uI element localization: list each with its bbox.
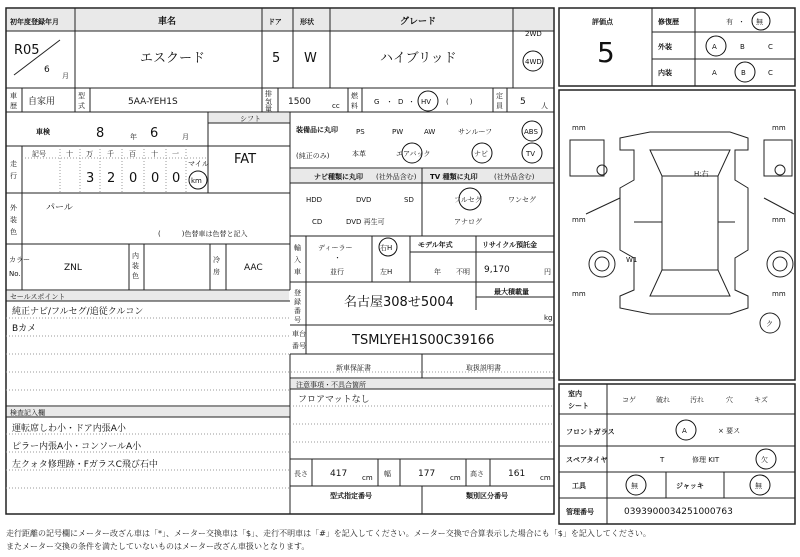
jack-value: 無 <box>755 482 762 490</box>
shift-value: FAT <box>234 152 257 167</box>
equip-leather: 本革 <box>352 150 366 158</box>
ext-b: B <box>740 43 745 51</box>
repair-dot: ・ <box>738 18 745 26</box>
mileage-digit-4: 0 <box>172 171 181 186</box>
exterior-label-1: 外 <box>10 204 17 212</box>
exterior-color: パール <box>46 203 73 213</box>
nav-sd: SD <box>404 196 414 204</box>
mileage-label-1: 走 <box>10 160 17 168</box>
car-name-label: 車名 <box>158 17 177 27</box>
recycle-value: 9,170 <box>484 265 510 275</box>
sales-label: セールスポイント <box>10 293 66 301</box>
mileage-grid <box>60 146 186 193</box>
nav-dvd-play: DVD 再生可 <box>346 218 385 226</box>
doors-value: 5 <box>272 51 281 66</box>
equip-navi: ナビ <box>474 150 488 158</box>
fuel-dot-2: ・ <box>408 98 415 106</box>
model-year-label: モデル年式 <box>418 241 453 249</box>
exterior-note: ( )色替車は色替と記入 <box>158 230 248 238</box>
sales-line-1: 純正ナビ/フルセグ/追従クルコン <box>12 307 144 317</box>
int-label: 内装 <box>658 69 672 77</box>
mileage-header-6: 一 <box>172 150 179 158</box>
equip-aw: AW <box>424 128 436 136</box>
mm-tr: mm <box>772 124 786 132</box>
shape-label: 形状 <box>300 18 314 26</box>
displacement-label-2: 気 <box>265 98 272 106</box>
chassis-value: TSMLYEH1S00C39166 <box>352 333 495 348</box>
max-load-kg: kg <box>544 314 553 322</box>
type-designation-label: 型式指定番号 <box>330 492 372 500</box>
nav-hdd: HDD <box>306 196 323 204</box>
spare-label: スペアタイヤ <box>566 456 608 464</box>
car-name: エスクード <box>140 51 206 66</box>
first-reg-label: 初年度登録年月 <box>10 18 59 26</box>
equip-tv: TV <box>526 150 536 158</box>
repair-label: 修復歴 <box>658 18 679 26</box>
score-label: 評価点 <box>592 18 613 26</box>
reg-label-1: 登 <box>294 289 301 297</box>
shift-label: シフト <box>240 115 261 123</box>
mm-br: mm <box>772 290 786 298</box>
mileage-header-0: 記号 <box>32 150 46 158</box>
mgmt-value: 0393900034251000763 <box>624 507 733 517</box>
ext-c: C <box>768 43 773 51</box>
drive-2wd: 2WD <box>525 30 542 38</box>
import-right: 右H <box>380 244 393 252</box>
nav-cd: CD <box>312 218 323 226</box>
class-label: 類別区分番号 <box>466 492 508 500</box>
first-reg-month: 6 <box>44 65 50 75</box>
import-parallel: 並行 <box>330 268 344 276</box>
seat-yogore: 汚れ <box>690 396 704 404</box>
tv-oneseg: ワンセグ <box>508 196 536 204</box>
equip-pw: PW <box>392 128 404 136</box>
ac-label-2: 房 <box>213 268 220 276</box>
capacity-label-1: 定 <box>496 92 503 100</box>
ac-value: AAC <box>244 263 263 273</box>
grade-value: ハイブリッド <box>380 51 457 66</box>
car-diagram <box>570 132 794 333</box>
mileage-header-1: 十 <box>66 150 73 158</box>
seat-label-2: シート <box>568 402 589 410</box>
nav-sub: (社外品含む) <box>376 173 417 181</box>
displacement-label: 排 <box>265 90 272 98</box>
equip-airbag: エアバック <box>396 150 431 158</box>
import-dot: ・ <box>334 254 341 262</box>
int-c: C <box>768 69 773 77</box>
windshield-label: フロントガラス <box>566 428 615 436</box>
inspector-line-2: ピラー内張A小・コンソールA小 <box>12 442 142 452</box>
equip-sunroof: サンルーフ <box>458 128 493 136</box>
import-left: 左H <box>380 268 393 276</box>
equip-abs: ABS <box>524 128 538 136</box>
score-value: 5 <box>597 36 615 69</box>
int-b: B <box>741 69 746 77</box>
door-label: ドア <box>268 18 282 26</box>
inspector-label: 検査記入欄 <box>10 409 45 417</box>
exterior-label-3: 色 <box>10 228 17 236</box>
diagram-w-mark: W1 <box>626 256 638 264</box>
seat-label-1: 室内 <box>568 390 582 398</box>
fuel-label-1: 燃 <box>351 92 358 100</box>
mm-mr: mm <box>772 216 786 224</box>
displacement-value: 1500 <box>288 97 311 107</box>
tools-label: 工具 <box>572 482 586 490</box>
width-value: 177 <box>418 469 436 479</box>
model-label-1: 型 <box>78 92 85 100</box>
mileage-digit-3: 0 <box>151 171 160 186</box>
seat-kizu: キズ <box>754 396 768 404</box>
equip-label: 装備品に丸印 <box>296 126 338 134</box>
tools-value: 無 <box>631 482 638 490</box>
max-load-label: 最大積載量 <box>494 288 529 296</box>
repair-yes: 有 <box>726 18 733 26</box>
seat-koge: コゲ <box>622 396 636 404</box>
fuel-paren: ( ) <box>446 98 473 106</box>
color-no-label-1: カラー <box>9 256 30 264</box>
mgmt-label: 管理番号 <box>566 508 594 516</box>
displacement-label-3: 量 <box>265 105 272 113</box>
width-label: 幅 <box>384 470 391 478</box>
shaken-label: 車検 <box>36 128 50 136</box>
import-dealer: ディーラー <box>318 244 353 252</box>
height-label: 高さ <box>470 470 484 478</box>
usage-label-2: 歴 <box>10 102 17 110</box>
notes-rule-lines <box>290 406 554 442</box>
reg-label-4: 号 <box>294 316 301 324</box>
fuel-g: G <box>374 98 380 106</box>
notes-text: フロアマットなし <box>298 395 370 405</box>
model-year-year: 年 <box>434 268 441 276</box>
spare-t: T <box>660 456 665 464</box>
model-label-2: 式 <box>78 102 85 110</box>
tv-fullseg: フルセグ <box>454 196 482 204</box>
shaken-year: 8 <box>96 126 105 141</box>
mileage-unit-mile: マイル <box>188 160 209 168</box>
model-year-unknown: 不明 <box>456 268 470 276</box>
mileage-unit-km: km <box>191 177 202 185</box>
mileage-header-3: 千 <box>107 150 114 158</box>
width-unit: cm <box>450 474 461 482</box>
ext-label: 外装 <box>658 43 672 51</box>
ac-label-1: 冷 <box>213 256 220 264</box>
shaken-year-unit: 年 <box>130 133 137 141</box>
chassis-label-1: 車台 <box>292 330 306 338</box>
mileage-digit-0: 3 <box>86 171 95 186</box>
tv-label: TV 種類に丸印 <box>430 173 478 181</box>
footnote-2: またメーター交換の条件を満たしていないものはメーター改ざん車扱いとなります。 <box>6 542 310 551</box>
mileage-digit-1: 2 <box>107 171 116 186</box>
length-value: 417 <box>330 469 348 479</box>
model-value: 5AA-YEH1S <box>128 97 178 107</box>
height-value: 161 <box>508 469 526 479</box>
fuel-dot-1: ・ <box>386 98 393 106</box>
import-label-2: 入 <box>294 256 301 264</box>
spare-kit: 修理 KIT <box>692 456 720 464</box>
equip-ps: PS <box>356 128 365 136</box>
reg-value: 名古屋308せ5004 <box>344 295 454 310</box>
fuel-hv: HV <box>421 98 432 106</box>
color-no-value: ZNL <box>64 263 82 273</box>
diagram-h-mark: H:右 <box>694 170 709 178</box>
length-unit: cm <box>362 474 373 482</box>
windshield-a: A <box>682 427 687 435</box>
windshield-x: × 要ス <box>718 427 741 435</box>
nav-dvd: DVD <box>356 196 372 204</box>
interior-color-label-2: 装 <box>132 262 139 270</box>
recycle-label: リサイクル預託金 <box>482 241 538 249</box>
length-label: 長さ <box>294 470 308 478</box>
interior-color-label-3: 色 <box>132 272 139 280</box>
mileage-header-2: 万 <box>86 150 93 158</box>
usage-value: 自家用 <box>28 97 56 107</box>
nav-label: ナビ種類に丸印 <box>314 173 363 181</box>
mileage-digit-2: 0 <box>129 171 138 186</box>
mm-tl: mm <box>572 124 586 132</box>
tv-analog: アナログ <box>454 218 482 226</box>
drive-4wd: 4WD <box>525 58 542 66</box>
shaken-month: 6 <box>150 126 159 141</box>
exterior-label-2: 装 <box>10 216 17 224</box>
color-no-label-2: No. <box>9 270 21 278</box>
fuel-d: D <box>398 98 404 106</box>
height-unit: cm <box>540 474 551 482</box>
mm-ml: mm <box>572 216 586 224</box>
first-reg-era: R05 <box>14 43 40 58</box>
inspector-line-1: 運転席しわ小・ドア内張A小 <box>12 424 126 434</box>
seat-yabure: 破れ <box>656 396 670 404</box>
recycle-unit: 円 <box>544 268 551 276</box>
equip-sub: (純正のみ) <box>296 152 330 160</box>
spare-none: 欠 <box>761 456 768 464</box>
capacity-unit: 人 <box>541 102 548 110</box>
ext-a: A <box>712 43 717 51</box>
int-a: A <box>712 69 717 77</box>
reg-label-2: 録 <box>294 298 301 306</box>
mileage-header-5: 十 <box>151 150 158 158</box>
usage-label-1: 車 <box>10 92 17 100</box>
cc-unit: cc <box>332 102 340 110</box>
diagram-ku-mark: ク <box>766 320 773 328</box>
import-label-3: 車 <box>294 268 301 276</box>
mm-bl: mm <box>572 290 586 298</box>
reg-label-3: 番 <box>294 307 301 315</box>
jack-label: ジャッキ <box>676 482 704 490</box>
new-warranty: 新車保証書 <box>336 364 371 372</box>
capacity-value: 5 <box>520 97 526 107</box>
mileage-label-2: 行 <box>10 172 17 180</box>
inspector-line-3: 左クォタ修理跡・FガラスC飛び石中 <box>12 460 158 470</box>
import-label-1: 輸 <box>294 244 301 252</box>
footnote-1: 走行距離の記号欄にメーター改ざん車は「*」、メーター交換車は「$」、走行不明車は「#」を記入してください。メーター交換で合算表示した場合にも「$」を記入してください。 <box>6 529 651 538</box>
shaken-month-unit: 月 <box>182 133 189 141</box>
interior-color-label-1: 内 <box>132 252 139 260</box>
capacity-label-2: 員 <box>496 102 503 110</box>
sales-line-2: Bカメ <box>12 324 37 334</box>
chassis-label-2: 番号 <box>292 342 306 350</box>
tv-sub: (社外品含む) <box>494 173 535 181</box>
grade-label: グレード <box>400 17 437 27</box>
shape-value: W <box>304 51 317 66</box>
repair-no: 無 <box>756 18 763 26</box>
fuel-label-2: 料 <box>351 102 358 110</box>
manual: 取扱説明書 <box>466 364 501 372</box>
mileage-header-4: 百 <box>129 150 136 158</box>
notes-label: 注意事項・不具合箇所 <box>296 381 366 389</box>
seat-ana: 穴 <box>726 396 733 404</box>
month-unit: 月 <box>62 72 69 80</box>
